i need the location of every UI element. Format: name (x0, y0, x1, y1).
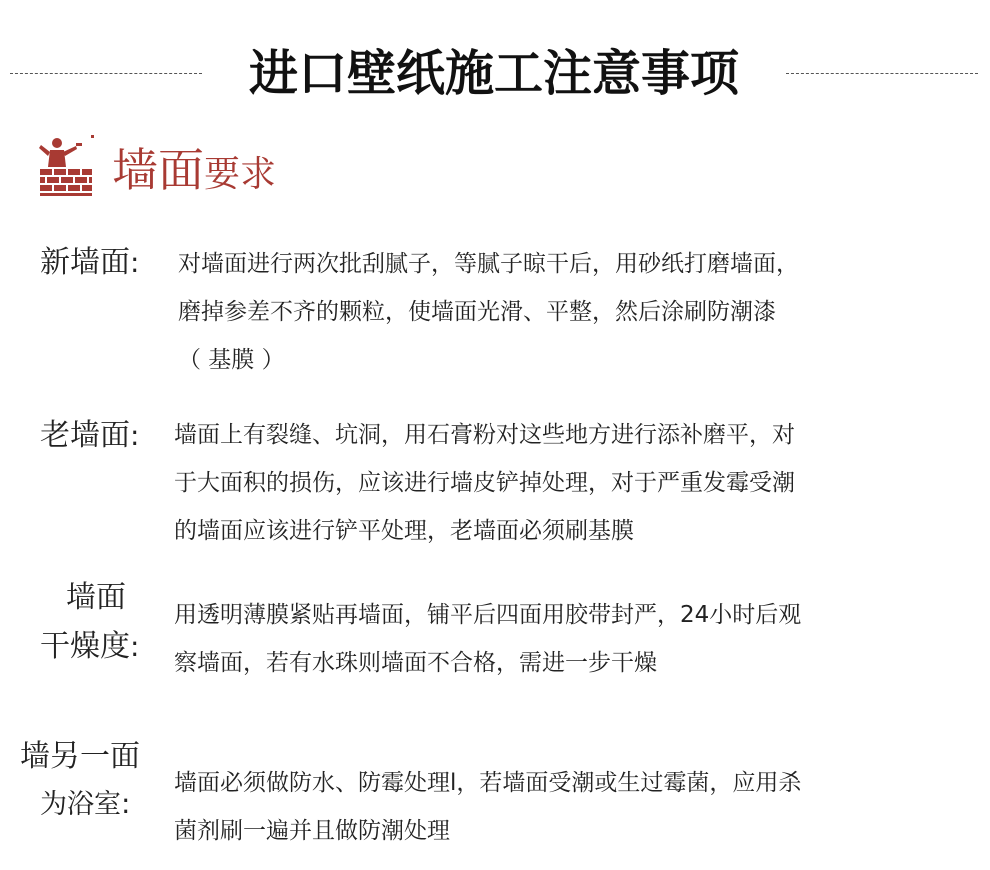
title-divider-right (786, 73, 978, 74)
section-title-sub: 要求 (204, 154, 277, 195)
label-text: 新墙面 (40, 245, 130, 280)
page-title: 进口壁纸施工注意事项 (248, 44, 739, 102)
description-dryness: 用透明薄膜紧贴再墙面，铺平后四面用胶带封严，24小时后观 察墙面，若有水珠则墙面不合格，需进一步干燥 (174, 602, 802, 676)
label-colon: : (130, 419, 140, 452)
section-title (112, 140, 276, 211)
label-bathroom-line1: 墙另一面 (20, 739, 140, 774)
label-colon: : (130, 246, 140, 279)
label-text: 干燥度 (40, 629, 130, 664)
title-divider-left (10, 73, 202, 74)
section-title-main: 墙面 (112, 143, 204, 197)
description-old-wall: 墙面上有裂缝、坑洞，用石膏粉对这些地方进行添补磨平，对 于大面积的损伤，应该进行墙皮铲掉处理，对于严重发霉受潮 的墙面应该进行铲平处理，老墙面必须刷基膜 (174, 422, 795, 544)
description-new-wall: 对墙面进行两次批刮腻子，等腻子晾干后，用砂纸打磨墙面， 磨掉参差不齐的颗粒，使墙面光滑、平整，然后涂刷防潮漆 （ 基膜 ） (178, 251, 799, 373)
label-new-wall (40, 242, 139, 284)
label-bathroom-line2 (40, 783, 130, 826)
label-colon: : (121, 787, 131, 820)
label-text: 老墙面 (40, 418, 130, 453)
label-dryness-line1: 墙面 (66, 580, 126, 615)
bricklayer-wall-icon (36, 133, 96, 199)
description-bathroom: 墙面必须做防水、防霉处理l，若墙面受潮或生过霉菌，应用杀 菌剂刷一遍并且做防潮处理 (174, 770, 802, 844)
label-colon: : (130, 630, 140, 663)
label-old-wall (40, 415, 139, 457)
label-text: 为浴室 (40, 789, 121, 820)
label-dryness-line2 (40, 626, 139, 668)
